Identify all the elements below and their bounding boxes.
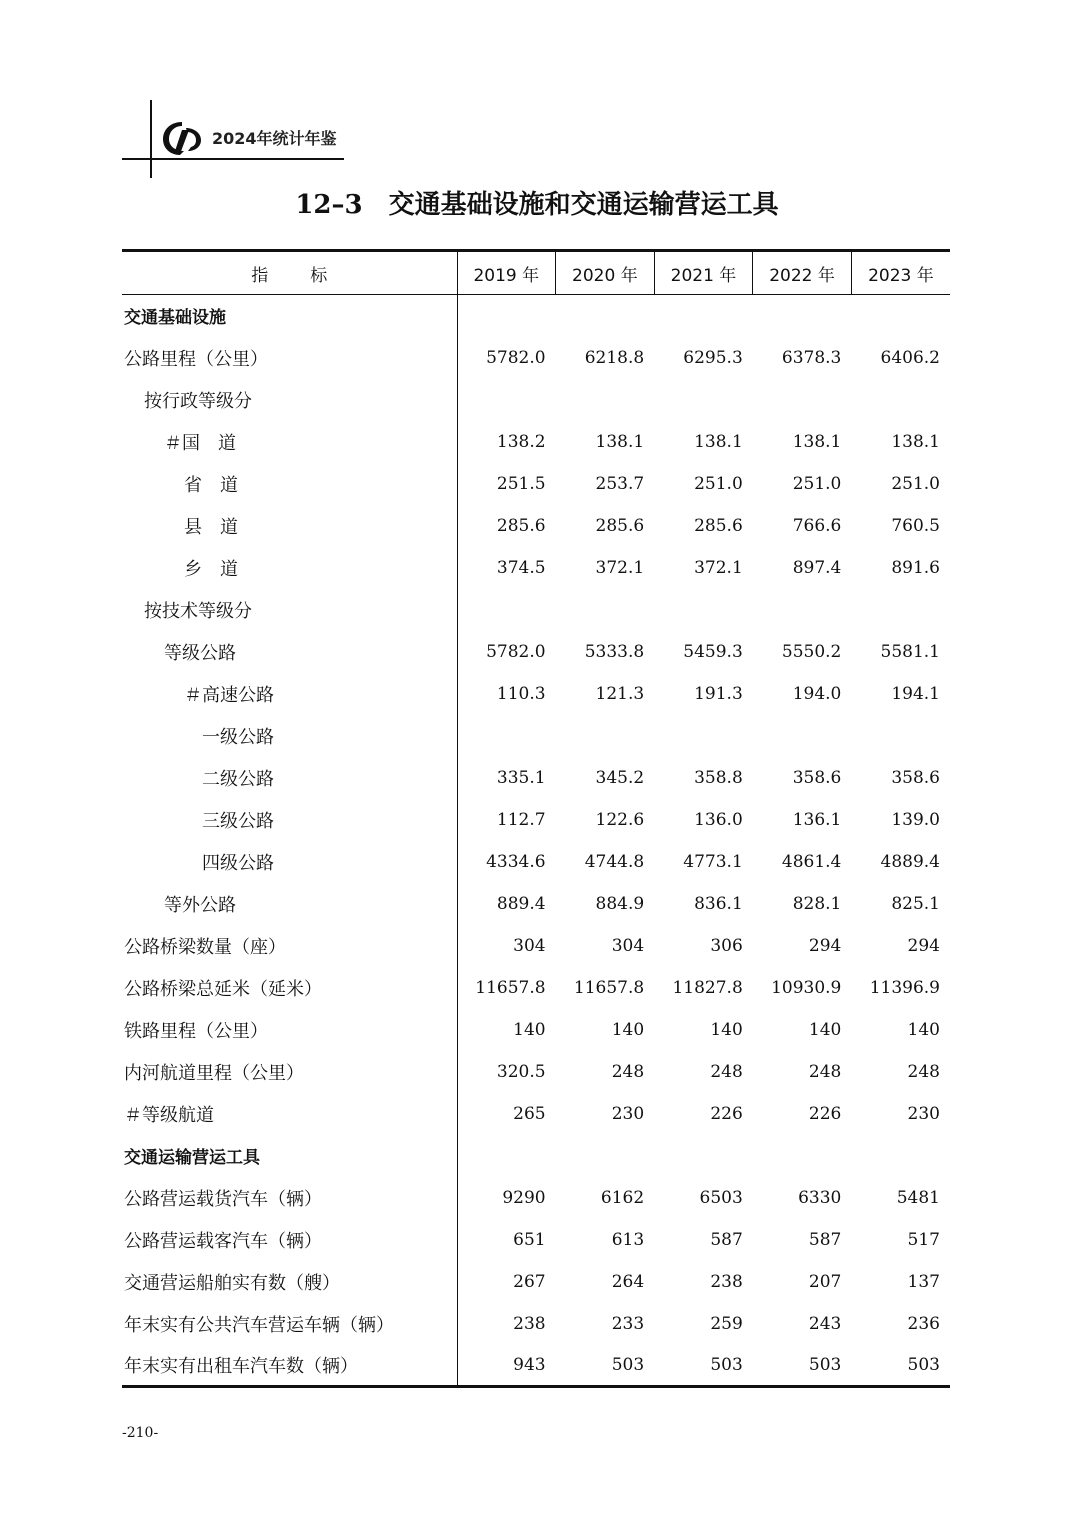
cell-value: 267 bbox=[457, 1261, 556, 1303]
cell-value: 836.1 bbox=[694, 893, 743, 914]
cell-value: 248 bbox=[710, 1061, 743, 1082]
cell-value: 5581.1 bbox=[880, 641, 940, 662]
cell-value: 194.0 bbox=[792, 683, 842, 704]
cell-value: 285.6 bbox=[694, 515, 743, 536]
table-row bbox=[122, 589, 950, 631]
cell-value: 891.6 bbox=[891, 557, 940, 578]
cell-value: 285.6 bbox=[595, 515, 645, 536]
cell-value: 137 bbox=[907, 1271, 940, 1292]
row-label: 铁路里程（公里） bbox=[124, 1020, 268, 1042]
cell-value: 6330 bbox=[798, 1187, 842, 1208]
cell-value: 5782.0 bbox=[457, 337, 556, 379]
cell-value: 238 bbox=[710, 1271, 743, 1292]
cell-value: 4861.4 bbox=[781, 851, 842, 872]
row-label: 等级公路 bbox=[164, 642, 236, 664]
year-header: 2020 年 bbox=[556, 251, 655, 295]
year-header: 2022 年 bbox=[753, 251, 852, 295]
cell-value: 766.6 bbox=[792, 515, 842, 536]
cell-value: 304 bbox=[611, 935, 645, 956]
row-label: 公路桥梁总延米（延米） bbox=[124, 978, 322, 1000]
yearbook-header bbox=[0, 0, 400, 190]
section-label: 交通基础设施 bbox=[124, 308, 226, 329]
cell-value: 358.6 bbox=[792, 767, 842, 788]
cell-value: 335.1 bbox=[457, 757, 556, 799]
cell-value: 136.0 bbox=[694, 809, 743, 830]
cell-value bbox=[457, 379, 556, 421]
cell-value: 238 bbox=[457, 1303, 556, 1345]
cell-value bbox=[654, 379, 753, 421]
table-title bbox=[0, 184, 1074, 221]
indicator-header-part-b: 标 bbox=[310, 265, 328, 286]
cell-value: 253.7 bbox=[595, 473, 645, 494]
cell-value: 139.0 bbox=[891, 809, 940, 830]
cell-value: 372.1 bbox=[595, 557, 645, 578]
row-label: 按行政等级分 bbox=[144, 390, 252, 412]
table-row bbox=[122, 631, 950, 673]
cell-value: 345.2 bbox=[595, 767, 645, 788]
table-row bbox=[122, 967, 950, 1009]
row-label: 年末实有公共汽车营运车辆（辆） bbox=[124, 1314, 394, 1336]
cell-value: 259 bbox=[710, 1313, 743, 1334]
cell-value: 5459.3 bbox=[683, 641, 743, 662]
row-label: ＃高速公路 bbox=[184, 684, 274, 706]
year-header: 2019 年 bbox=[457, 251, 556, 295]
row-label: 公路营运载货汽车（辆） bbox=[124, 1188, 322, 1210]
cell-value: 587 bbox=[808, 1229, 842, 1250]
cell-value: 5481 bbox=[896, 1187, 940, 1208]
cell-value: 140 bbox=[457, 1009, 556, 1051]
cell-value: 11827.8 bbox=[672, 977, 743, 998]
cell-value bbox=[556, 295, 655, 337]
table-row bbox=[122, 547, 950, 589]
cell-value bbox=[457, 715, 556, 757]
cell-value bbox=[654, 589, 753, 631]
row-label: ＃等级航道 bbox=[124, 1104, 214, 1126]
cell-value: 503 bbox=[654, 1345, 753, 1387]
cell-value bbox=[556, 1135, 655, 1177]
table-row bbox=[122, 925, 950, 967]
statistics-table bbox=[122, 249, 950, 1388]
cell-value: 613 bbox=[611, 1229, 645, 1250]
cell-value: 587 bbox=[710, 1229, 743, 1250]
row-label: 乡 道 bbox=[184, 558, 238, 580]
cell-value: 110.3 bbox=[457, 673, 556, 715]
row-label: 公路营运载客汽车（辆） bbox=[124, 1230, 322, 1252]
cell-value bbox=[851, 589, 950, 631]
cell-value bbox=[753, 295, 852, 337]
cell-value bbox=[654, 295, 753, 337]
table-number: 12–3 bbox=[295, 190, 363, 220]
cell-value: 503 bbox=[851, 1345, 950, 1387]
cell-value bbox=[753, 379, 852, 421]
cell-value: 6218.8 bbox=[584, 347, 645, 368]
year-header: 2021 年 bbox=[654, 251, 753, 295]
cell-value: 140 bbox=[907, 1019, 940, 1040]
cell-value: 11396.9 bbox=[869, 977, 940, 998]
indicator-header bbox=[122, 251, 457, 295]
cell-value: 191.3 bbox=[694, 683, 743, 704]
table-row bbox=[122, 841, 950, 883]
cell-value: 5782.0 bbox=[457, 631, 556, 673]
cell-value bbox=[556, 589, 655, 631]
table-row bbox=[122, 1009, 950, 1051]
cell-value: 9290 bbox=[457, 1177, 556, 1219]
cell-value: 503 bbox=[753, 1345, 852, 1387]
cell-value: 4334.6 bbox=[457, 841, 556, 883]
row-label: 内河航道里程（公里） bbox=[124, 1062, 304, 1084]
cell-value: 11657.8 bbox=[457, 967, 556, 1009]
cell-value: 136.1 bbox=[792, 809, 842, 830]
yearbook-logo-icon bbox=[160, 118, 206, 158]
cell-value bbox=[753, 715, 852, 757]
table-row bbox=[122, 1051, 950, 1093]
cell-value: 226 bbox=[710, 1103, 743, 1124]
row-label: 交通营运船舶实有数（艘） bbox=[124, 1272, 340, 1294]
cell-value: 10930.9 bbox=[771, 977, 842, 998]
cell-value: 358.6 bbox=[891, 767, 940, 788]
cell-value: 760.5 bbox=[891, 515, 940, 536]
header-vertical-rule bbox=[150, 100, 152, 178]
row-label: 公路里程（公里） bbox=[124, 348, 268, 370]
table-row bbox=[122, 505, 950, 547]
cell-value: 651 bbox=[457, 1219, 556, 1261]
row-label: 四级公路 bbox=[202, 852, 274, 874]
cell-value: 138.1 bbox=[694, 431, 743, 452]
cell-value bbox=[851, 295, 950, 337]
cell-value bbox=[753, 589, 852, 631]
year-header: 2023 年 bbox=[851, 251, 950, 295]
section-label: 交通运输营运工具 bbox=[124, 1148, 260, 1168]
book-title: 2024年统计年鉴 bbox=[212, 129, 337, 148]
cell-value: 265 bbox=[457, 1093, 556, 1135]
cell-value: 112.7 bbox=[457, 799, 556, 841]
cell-value: 138.1 bbox=[792, 431, 842, 452]
cell-value: 140 bbox=[808, 1019, 842, 1040]
row-label: 公路桥梁数量（座） bbox=[124, 936, 286, 958]
cell-value: 122.6 bbox=[595, 809, 645, 830]
table-row bbox=[122, 1219, 950, 1261]
cell-value bbox=[851, 715, 950, 757]
table-row bbox=[122, 421, 950, 463]
cell-value: 251.0 bbox=[891, 473, 940, 494]
row-label: 等外公路 bbox=[164, 894, 236, 916]
cell-value: 138.1 bbox=[595, 431, 645, 452]
cell-value bbox=[457, 295, 556, 337]
cell-value: 264 bbox=[611, 1271, 645, 1292]
cell-value: 251.5 bbox=[457, 463, 556, 505]
cell-value: 138.2 bbox=[457, 421, 556, 463]
row-label: ＃国 道 bbox=[164, 432, 236, 454]
table-row bbox=[122, 1261, 950, 1303]
cell-value: 6378.3 bbox=[781, 347, 842, 368]
table-row bbox=[122, 883, 950, 925]
cell-value: 294 bbox=[808, 935, 842, 956]
cell-value: 6295.3 bbox=[683, 347, 743, 368]
cell-value: 243 bbox=[808, 1313, 842, 1334]
table-row bbox=[122, 799, 950, 841]
cell-value: 6406.2 bbox=[880, 347, 940, 368]
cell-value bbox=[654, 715, 753, 757]
table-header-row bbox=[122, 251, 950, 295]
cell-value: 233 bbox=[611, 1313, 645, 1334]
cell-value: 294 bbox=[907, 935, 940, 956]
cell-value: 285.6 bbox=[457, 505, 556, 547]
cell-value: 138.1 bbox=[891, 431, 940, 452]
cell-value: 897.4 bbox=[792, 557, 842, 578]
table-row bbox=[122, 337, 950, 379]
cell-value: 889.4 bbox=[457, 883, 556, 925]
cell-value: 248 bbox=[611, 1061, 645, 1082]
cell-value: 248 bbox=[907, 1061, 940, 1082]
cell-value: 5550.2 bbox=[781, 641, 842, 662]
cell-value: 251.0 bbox=[792, 473, 842, 494]
cell-value: 140 bbox=[710, 1019, 743, 1040]
table-row bbox=[122, 463, 950, 505]
cell-value bbox=[851, 1135, 950, 1177]
cell-value: 248 bbox=[808, 1061, 842, 1082]
cell-value: 4889.4 bbox=[880, 851, 940, 872]
cell-value bbox=[457, 1135, 556, 1177]
table-row bbox=[122, 1303, 950, 1345]
cell-value: 517 bbox=[907, 1229, 940, 1250]
cell-value: 884.9 bbox=[595, 893, 645, 914]
cell-value: 207 bbox=[808, 1271, 842, 1292]
cell-value: 11657.8 bbox=[573, 977, 645, 998]
table-row bbox=[122, 1177, 950, 1219]
cell-value bbox=[753, 1135, 852, 1177]
cell-value: 374.5 bbox=[457, 547, 556, 589]
cell-value: 358.8 bbox=[694, 767, 743, 788]
cell-value: 306 bbox=[710, 935, 743, 956]
cell-value: 121.3 bbox=[595, 683, 645, 704]
cell-value: 4744.8 bbox=[584, 851, 645, 872]
table-row bbox=[122, 715, 950, 757]
cell-value: 828.1 bbox=[792, 893, 842, 914]
header-horizontal-rule bbox=[122, 158, 344, 160]
page-number: -210- bbox=[122, 1425, 159, 1441]
cell-value bbox=[851, 379, 950, 421]
cell-value: 194.1 bbox=[891, 683, 940, 704]
section-row bbox=[122, 295, 950, 337]
table-row bbox=[122, 1093, 950, 1135]
cell-value: 320.5 bbox=[457, 1051, 556, 1093]
cell-value: 304 bbox=[457, 925, 556, 967]
cell-value: 5333.8 bbox=[584, 641, 645, 662]
table-row bbox=[122, 379, 950, 421]
cell-value: 6503 bbox=[699, 1187, 743, 1208]
cell-value bbox=[457, 589, 556, 631]
cell-value: 226 bbox=[808, 1103, 842, 1124]
cell-value: 825.1 bbox=[891, 893, 940, 914]
cell-value: 6162 bbox=[600, 1187, 645, 1208]
cell-value: 503 bbox=[556, 1345, 655, 1387]
indicator-header-part-a: 指 bbox=[251, 265, 269, 286]
cell-value: 230 bbox=[907, 1103, 940, 1124]
row-label: 省 道 bbox=[184, 474, 238, 496]
row-label: 按技术等级分 bbox=[144, 600, 252, 622]
row-label: 县 道 bbox=[184, 516, 238, 538]
cell-value: 140 bbox=[611, 1019, 645, 1040]
cell-value bbox=[654, 1135, 753, 1177]
cell-value: 230 bbox=[611, 1103, 645, 1124]
table-row bbox=[122, 1345, 950, 1387]
row-label: 一级公路 bbox=[202, 726, 274, 748]
section-row bbox=[122, 1135, 950, 1177]
table-row bbox=[122, 673, 950, 715]
row-label: 年末实有出租车汽车数（辆） bbox=[122, 1345, 457, 1387]
row-label: 三级公路 bbox=[202, 810, 274, 832]
cell-value: 4773.1 bbox=[683, 851, 743, 872]
table-row bbox=[122, 757, 950, 799]
cell-value bbox=[556, 715, 655, 757]
cell-value: 251.0 bbox=[694, 473, 743, 494]
cell-value: 372.1 bbox=[694, 557, 743, 578]
cell-value: 236 bbox=[907, 1313, 940, 1334]
row-label: 二级公路 bbox=[202, 768, 274, 790]
cell-value bbox=[556, 379, 655, 421]
cell-value: 943 bbox=[457, 1345, 556, 1387]
table-title-text: 交通基础设施和交通运输营运工具 bbox=[388, 190, 779, 220]
